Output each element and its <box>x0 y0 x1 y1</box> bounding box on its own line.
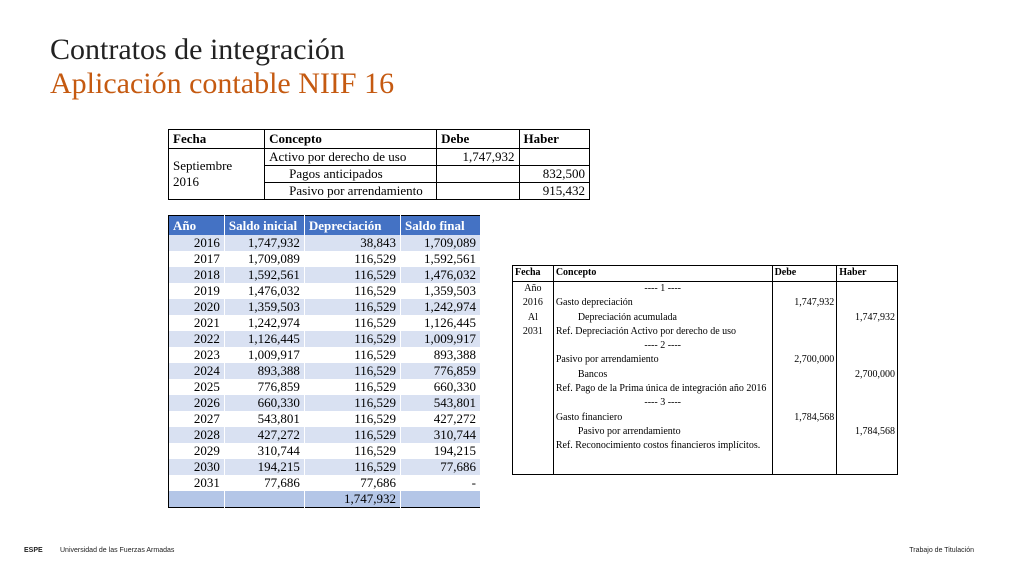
haber-cell: 915,432 <box>519 183 589 200</box>
haber-cell <box>837 339 898 353</box>
depreciacion-cell: 116,529 <box>304 379 400 395</box>
table-row <box>169 379 481 395</box>
debe-cell <box>772 454 837 475</box>
table-row <box>169 299 481 315</box>
table-row <box>513 454 898 475</box>
depreciacion-cell: 116,529 <box>304 427 400 443</box>
total-empty-cell <box>169 491 225 508</box>
fecha-cell <box>513 368 554 382</box>
header-saldo-inicial: Saldo inicial <box>224 216 304 236</box>
saldo-final-cell: 427,272 <box>401 411 481 427</box>
saldo-inicial-cell: 1,126,445 <box>224 331 304 347</box>
concepto-cell: Pasivo por arrendamiento <box>553 425 772 439</box>
debe-cell <box>772 382 837 396</box>
saldo-inicial-cell: 1,476,032 <box>224 283 304 299</box>
debe-cell <box>772 396 837 410</box>
saldo-inicial-cell: 194,215 <box>224 459 304 475</box>
depreciacion-cell: 38,843 <box>304 235 400 251</box>
table-row <box>513 368 898 382</box>
saldo-inicial-cell: 776,859 <box>224 379 304 395</box>
depreciacion-cell: 116,529 <box>304 411 400 427</box>
ano-cell: 2016 <box>169 235 225 251</box>
saldo-final-cell: 1,592,561 <box>401 251 481 267</box>
concepto-cell: Ref. Pago de la Prima única de integración año 2016 <box>553 382 772 396</box>
concepto-cell: Gasto financiero <box>553 411 772 425</box>
table-row <box>513 325 898 339</box>
haber-cell <box>519 149 589 166</box>
ano-cell: 2026 <box>169 395 225 411</box>
table-row <box>169 443 481 459</box>
saldo-inicial-cell: 1,709,089 <box>224 251 304 267</box>
fecha-cell: Año <box>513 282 554 297</box>
header-concepto: Concepto <box>553 266 772 282</box>
table-row <box>169 315 481 331</box>
saldo-final-cell: 893,388 <box>401 347 481 363</box>
ano-cell: 2018 <box>169 267 225 283</box>
fecha-cell <box>513 454 554 475</box>
header-ano: Año <box>169 216 225 236</box>
concepto-cell: Bancos <box>553 368 772 382</box>
saldo-final-cell: 1,126,445 <box>401 315 481 331</box>
total-depreciacion: 1,747,932 <box>304 491 400 508</box>
concepto-cell: ---- 2 ---- <box>553 339 772 353</box>
initial-entry-table <box>168 129 590 200</box>
ano-cell: 2024 <box>169 363 225 379</box>
concepto-cell: Ref. Depreciación Activo por derecho de uso <box>553 325 772 339</box>
saldo-inicial-cell: 1,359,503 <box>224 299 304 315</box>
debe-cell: 1,747,932 <box>437 149 519 166</box>
header-depreciacion: Depreciación <box>304 216 400 236</box>
concepto-cell: Activo por derecho de uso <box>265 149 437 166</box>
table-row <box>513 396 898 410</box>
saldo-final-cell: 660,330 <box>401 379 481 395</box>
haber-cell <box>837 282 898 297</box>
table-row <box>169 459 481 475</box>
concepto-cell: Pasivo por arrendamiento <box>553 353 772 367</box>
saldo-inicial-cell: 543,801 <box>224 411 304 427</box>
depreciacion-cell: 116,529 <box>304 347 400 363</box>
table-row <box>169 427 481 443</box>
depreciacion-cell: 77,686 <box>304 475 400 491</box>
journal-entries-table <box>512 265 898 475</box>
saldo-final-cell: 776,859 <box>401 363 481 379</box>
table-row <box>169 363 481 379</box>
table-row <box>513 425 898 439</box>
saldo-final-cell: 194,215 <box>401 443 481 459</box>
saldo-final-cell: 1,709,089 <box>401 235 481 251</box>
haber-cell: 1,784,568 <box>837 425 898 439</box>
ano-cell: 2030 <box>169 459 225 475</box>
concepto-cell: ---- 1 ---- <box>553 282 772 297</box>
depreciacion-cell: 116,529 <box>304 443 400 459</box>
saldo-final-cell: 1,009,917 <box>401 331 481 347</box>
table-row <box>513 411 898 425</box>
table-header-row <box>169 130 590 149</box>
haber-cell <box>837 439 898 453</box>
saldo-final-cell: - <box>401 475 481 491</box>
header-saldo-final: Saldo final <box>401 216 481 236</box>
haber-cell <box>837 382 898 396</box>
table-row <box>513 296 898 310</box>
footer-right-text: Trabajo de Titulación <box>909 547 974 554</box>
concepto-cell: Gasto depreciación <box>553 296 772 310</box>
debe-cell: 1,784,568 <box>772 411 837 425</box>
header-fecha: Fecha <box>513 266 554 282</box>
haber-cell <box>837 296 898 310</box>
page-subtitle: Aplicación contable NIIF 16 <box>50 67 395 100</box>
ano-cell: 2022 <box>169 331 225 347</box>
saldo-inicial-cell: 427,272 <box>224 427 304 443</box>
haber-cell <box>837 454 898 475</box>
fecha-cell <box>513 425 554 439</box>
depreciacion-cell: 116,529 <box>304 299 400 315</box>
header-fecha: Fecha <box>169 130 265 149</box>
total-empty-cell <box>224 491 304 508</box>
fecha-cell <box>513 411 554 425</box>
saldo-final-cell: 543,801 <box>401 395 481 411</box>
depreciacion-cell: 116,529 <box>304 459 400 475</box>
table-header-row <box>169 216 481 236</box>
fecha-cell <box>513 382 554 396</box>
footer-org-name: Universidad de las Fuerzas Armadas <box>60 547 175 554</box>
table-row <box>513 311 898 325</box>
table-row <box>169 411 481 427</box>
depreciacion-cell: 116,529 <box>304 267 400 283</box>
concepto-cell: ---- 3 ---- <box>553 396 772 410</box>
fecha-cell <box>513 339 554 353</box>
saldo-inicial-cell: 1,242,974 <box>224 315 304 331</box>
ano-cell: 2019 <box>169 283 225 299</box>
ano-cell: 2023 <box>169 347 225 363</box>
fecha-cell: 2016 <box>513 296 554 310</box>
fecha-cell <box>513 439 554 453</box>
depreciacion-cell: 116,529 <box>304 363 400 379</box>
table-row <box>169 331 481 347</box>
table-row <box>169 475 481 491</box>
entry-date: Septiembre 2016 <box>169 149 265 200</box>
debe-cell <box>772 339 837 353</box>
debe-cell <box>437 166 519 183</box>
table-row <box>169 235 481 251</box>
table-row <box>169 283 481 299</box>
debe-cell <box>772 282 837 297</box>
ano-cell: 2031 <box>169 475 225 491</box>
saldo-inicial-cell: 1,592,561 <box>224 267 304 283</box>
debe-cell <box>772 368 837 382</box>
saldo-final-cell: 1,242,974 <box>401 299 481 315</box>
concepto-cell: Depreciación acumulada <box>553 311 772 325</box>
haber-cell <box>837 411 898 425</box>
header-debe: Debe <box>437 130 519 149</box>
header-concepto: Concepto <box>265 130 437 149</box>
table-row <box>513 382 898 396</box>
total-row <box>169 491 481 508</box>
haber-cell: 2,700,000 <box>837 368 898 382</box>
table-row <box>169 251 481 267</box>
fecha-cell: 2031 <box>513 325 554 339</box>
debe-cell <box>772 425 837 439</box>
fecha-cell <box>513 353 554 367</box>
debe-cell <box>772 325 837 339</box>
ano-cell: 2021 <box>169 315 225 331</box>
depreciacion-cell: 116,529 <box>304 283 400 299</box>
depreciacion-cell: 116,529 <box>304 331 400 347</box>
table-row <box>169 267 481 283</box>
debe-cell <box>437 183 519 200</box>
debe-cell <box>772 439 837 453</box>
ano-cell: 2020 <box>169 299 225 315</box>
total-empty-cell <box>401 491 481 508</box>
table-row <box>513 353 898 367</box>
saldo-inicial-cell: 660,330 <box>224 395 304 411</box>
saldo-inicial-cell: 1,009,917 <box>224 347 304 363</box>
journal-entries-body <box>513 282 898 475</box>
fecha-cell <box>513 396 554 410</box>
header-debe: Debe <box>772 266 837 282</box>
saldo-inicial-cell: 77,686 <box>224 475 304 491</box>
saldo-final-cell: 310,744 <box>401 427 481 443</box>
saldo-inicial-cell: 310,744 <box>224 443 304 459</box>
haber-cell <box>837 396 898 410</box>
haber-cell: 832,500 <box>519 166 589 183</box>
depreciacion-cell: 116,529 <box>304 251 400 267</box>
concepto-cell: Pasivo por arrendamiento <box>265 183 437 200</box>
ano-cell: 2027 <box>169 411 225 427</box>
depreciation-body <box>169 235 481 508</box>
saldo-inicial-cell: 893,388 <box>224 363 304 379</box>
debe-cell: 2,700,000 <box>772 353 837 367</box>
depreciacion-cell: 116,529 <box>304 315 400 331</box>
concepto-cell: Ref. Reconocimiento costos financieros implícitos. <box>553 439 772 453</box>
saldo-final-cell: 1,359,503 <box>401 283 481 299</box>
footer-org-short: ESPE <box>24 547 43 554</box>
ano-cell: 2017 <box>169 251 225 267</box>
fecha-cell: Al <box>513 311 554 325</box>
saldo-inicial-cell: 1,747,932 <box>224 235 304 251</box>
table-row <box>513 439 898 453</box>
depreciation-table <box>168 215 481 508</box>
page-title: Contratos de integración <box>50 33 345 66</box>
ano-cell: 2028 <box>169 427 225 443</box>
saldo-final-cell: 77,686 <box>401 459 481 475</box>
table-row <box>169 149 590 166</box>
debe-cell <box>772 311 837 325</box>
ano-cell: 2029 <box>169 443 225 459</box>
haber-cell <box>837 325 898 339</box>
haber-cell: 1,747,932 <box>837 311 898 325</box>
table-row <box>513 339 898 353</box>
table-row <box>513 282 898 297</box>
table-row <box>169 347 481 363</box>
header-haber: Haber <box>837 266 898 282</box>
debe-cell: 1,747,932 <box>772 296 837 310</box>
ano-cell: 2025 <box>169 379 225 395</box>
depreciacion-cell: 116,529 <box>304 395 400 411</box>
header-haber: Haber <box>519 130 589 149</box>
table-row <box>169 395 481 411</box>
saldo-final-cell: 1,476,032 <box>401 267 481 283</box>
table-header-row <box>513 266 898 282</box>
concepto-cell <box>553 454 772 475</box>
haber-cell <box>837 353 898 367</box>
concepto-cell: Pagos anticipados <box>265 166 437 183</box>
